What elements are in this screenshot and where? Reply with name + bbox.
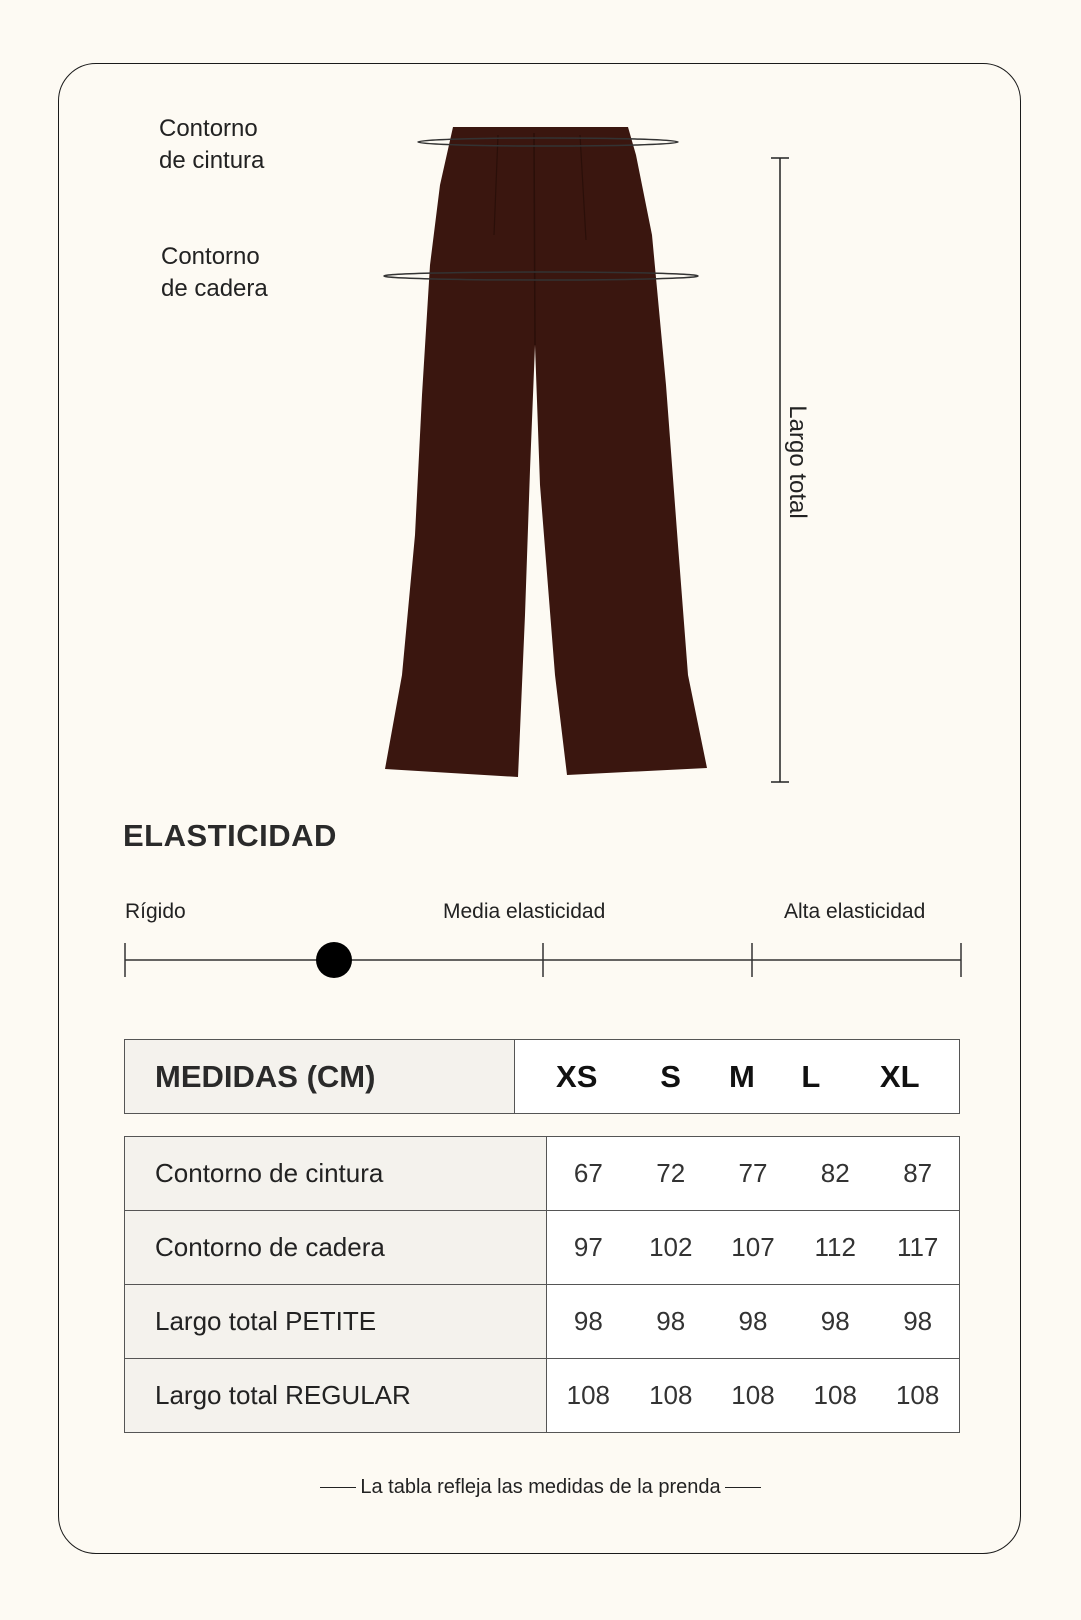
cell-value: 108 xyxy=(794,1359,876,1433)
cell-value: 98 xyxy=(876,1285,959,1359)
table-row xyxy=(125,1137,960,1211)
cell-value: 112 xyxy=(794,1211,876,1285)
footnote-text: La tabla refleja las medidas de la prenda xyxy=(360,1476,721,1498)
cell-value: 98 xyxy=(630,1285,712,1359)
cell-value: 82 xyxy=(794,1137,876,1211)
hip-label-line2: de cadera xyxy=(161,275,268,302)
table-row xyxy=(125,1359,960,1433)
cell-value: 117 xyxy=(876,1211,959,1285)
cell-value: 108 xyxy=(547,1359,630,1433)
cell-value: 107 xyxy=(712,1211,794,1285)
size-header-xl: XL xyxy=(840,1040,959,1114)
size-header-m: M xyxy=(703,1040,782,1114)
cell-value: 72 xyxy=(630,1137,712,1211)
pants-illustration xyxy=(370,115,710,790)
elasticity-label-mid: Media elasticidad xyxy=(443,900,606,923)
cell-value: 108 xyxy=(630,1359,712,1433)
measurements-table xyxy=(124,1136,960,1433)
cell-value: 108 xyxy=(712,1359,794,1433)
cell-value: 97 xyxy=(547,1211,630,1285)
elasticity-label-low: Rígido xyxy=(125,900,186,923)
length-label: Largo total xyxy=(784,405,811,519)
cell-value: 77 xyxy=(712,1137,794,1211)
footnote-dash-left xyxy=(320,1487,356,1488)
elasticity-level-marker xyxy=(316,942,352,978)
row-label: Largo total REGULAR xyxy=(125,1359,547,1433)
elasticity-title: ELASTICIDAD xyxy=(123,818,337,853)
size-header-l: L xyxy=(781,1040,840,1114)
hip-label xyxy=(161,241,268,305)
size-header-table xyxy=(124,1039,960,1114)
cell-value: 67 xyxy=(547,1137,630,1211)
table-row xyxy=(125,1285,960,1359)
elasticity-label-high: Alta elasticidad xyxy=(784,900,926,923)
footnote-dash-right xyxy=(725,1487,761,1488)
pants-shape xyxy=(385,127,707,777)
row-label: Largo total PETITE xyxy=(125,1285,547,1359)
elasticity-scale xyxy=(115,935,967,985)
waist-label-line1: Contorno xyxy=(159,115,258,142)
waist-label-line2: de cintura xyxy=(159,147,265,174)
size-header-xs: XS xyxy=(515,1040,639,1114)
measures-header: MEDIDAS (CM) xyxy=(125,1040,515,1114)
size-header-row xyxy=(125,1040,960,1114)
cell-value: 98 xyxy=(547,1285,630,1359)
row-label: Contorno de cadera xyxy=(125,1211,547,1285)
pants-center-seam xyxy=(534,133,535,345)
cell-value: 102 xyxy=(630,1211,712,1285)
footnote xyxy=(0,1476,1081,1499)
size-header-s: S xyxy=(638,1040,702,1114)
cell-value: 98 xyxy=(794,1285,876,1359)
cell-value: 87 xyxy=(876,1137,959,1211)
cell-value: 98 xyxy=(712,1285,794,1359)
hip-label-line1: Contorno xyxy=(161,243,260,270)
cell-value: 108 xyxy=(876,1359,959,1433)
row-label: Contorno de cintura xyxy=(125,1137,547,1211)
waist-label xyxy=(159,113,264,177)
table-row xyxy=(125,1211,960,1285)
